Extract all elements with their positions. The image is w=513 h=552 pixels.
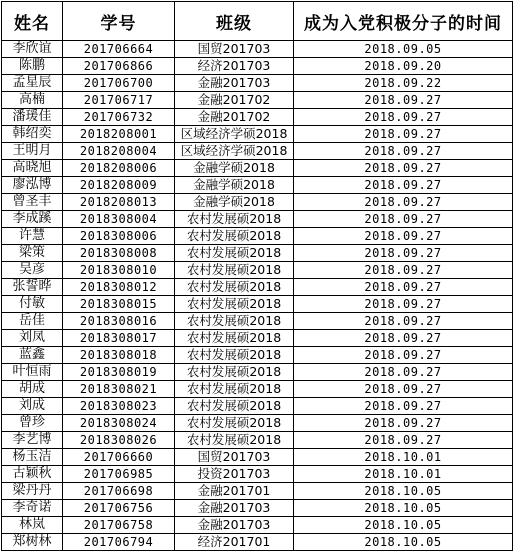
table-row	[2, 245, 513, 262]
name-cell: 许慧	[2, 228, 63, 245]
name-cell: 陈鹏	[2, 58, 63, 75]
class-cell: 农村发展硕2018	[175, 245, 294, 262]
activist-roster-table	[1, 1, 513, 551]
class-cell: 金融201701	[175, 483, 294, 500]
student-id-cell: 201706794	[63, 534, 175, 551]
table-row	[2, 279, 513, 296]
name-cell: 蓝鑫	[2, 347, 63, 364]
class-cell: 农村发展硕2018	[175, 262, 294, 279]
student-id-cell: 2018308016	[63, 313, 175, 330]
activist-date-cell: 2018.09.27	[294, 126, 513, 143]
table-row	[2, 381, 513, 398]
table-row	[2, 262, 513, 279]
activist-date-cell: 2018.09.05	[294, 41, 513, 58]
name-cell: 孟星辰	[2, 75, 63, 92]
class-cell: 金融201703	[175, 75, 294, 92]
class-cell: 金融201702	[175, 92, 294, 109]
student-id-cell: 2018308015	[63, 296, 175, 313]
student-id-cell: 2018208004	[63, 143, 175, 160]
name-cell: 林岚	[2, 517, 63, 534]
class-cell: 农村发展硕2018	[175, 211, 294, 228]
class-cell: 金融201703	[175, 517, 294, 534]
student-id-cell: 201706756	[63, 500, 175, 517]
activist-date-cell: 2018.09.20	[294, 58, 513, 75]
name-cell: 高晓旭	[2, 160, 63, 177]
student-id-cell: 2018208001	[63, 126, 175, 143]
student-id-cell: 2018308012	[63, 279, 175, 296]
table-row	[2, 347, 513, 364]
name-cell: 吴彦	[2, 262, 63, 279]
header-activist-date: 成为入党积极分子的时间	[294, 2, 513, 41]
student-id-cell: 2018308023	[63, 398, 175, 415]
name-cell: 廖泓博	[2, 177, 63, 194]
name-cell: 刘成	[2, 398, 63, 415]
table-row	[2, 534, 513, 551]
student-id-cell: 201706660	[63, 449, 175, 466]
table-row	[2, 160, 513, 177]
table-row	[2, 364, 513, 381]
name-cell: 李成蹊	[2, 211, 63, 228]
table-row	[2, 211, 513, 228]
activist-date-cell: 2018.10.05	[294, 500, 513, 517]
student-id-cell: 201706717	[63, 92, 175, 109]
class-cell: 农村发展硕2018	[175, 347, 294, 364]
class-cell: 农村发展硕2018	[175, 398, 294, 415]
activist-date-cell: 2018.09.27	[294, 330, 513, 347]
name-cell: 李欣谊	[2, 41, 63, 58]
class-cell: 农村发展硕2018	[175, 228, 294, 245]
class-cell: 经济201701	[175, 534, 294, 551]
table-row	[2, 58, 513, 75]
student-id-cell: 2018208006	[63, 160, 175, 177]
class-cell: 农村发展硕2018	[175, 313, 294, 330]
activist-date-cell: 2018.09.27	[294, 296, 513, 313]
student-id-cell: 2018308004	[63, 211, 175, 228]
class-cell: 国贸201703	[175, 449, 294, 466]
student-id-cell: 201706758	[63, 517, 175, 534]
activist-date-cell: 2018.09.27	[294, 415, 513, 432]
activist-date-cell: 2018.10.01	[294, 466, 513, 483]
activist-date-cell: 2018.09.27	[294, 143, 513, 160]
table-row	[2, 500, 513, 517]
activist-date-cell: 2018.09.27	[294, 211, 513, 228]
class-cell: 农村发展硕2018	[175, 296, 294, 313]
student-id-cell: 201706700	[63, 75, 175, 92]
table-row	[2, 517, 513, 534]
class-cell: 金融学硕2018	[175, 177, 294, 194]
activist-date-cell: 2018.09.27	[294, 160, 513, 177]
name-cell: 胡成	[2, 381, 63, 398]
name-cell: 付敏	[2, 296, 63, 313]
table-row	[2, 415, 513, 432]
class-cell: 金融201702	[175, 109, 294, 126]
header-student-id: 学号	[63, 2, 175, 41]
activist-date-cell: 2018.09.27	[294, 177, 513, 194]
name-cell: 梁丹丹	[2, 483, 63, 500]
name-cell: 梁策	[2, 245, 63, 262]
table-row	[2, 41, 513, 58]
name-cell: 杨玉洁	[2, 449, 63, 466]
table-row	[2, 296, 513, 313]
student-id-cell: 201706698	[63, 483, 175, 500]
class-cell: 投资201703	[175, 466, 294, 483]
activist-date-cell: 2018.10.05	[294, 517, 513, 534]
name-cell: 李艺博	[2, 432, 63, 449]
table-row	[2, 483, 513, 500]
table-row	[2, 75, 513, 92]
student-id-cell: 201706985	[63, 466, 175, 483]
student-id-cell: 2018308017	[63, 330, 175, 347]
class-cell: 农村发展硕2018	[175, 279, 294, 296]
table-row	[2, 449, 513, 466]
student-id-cell: 2018308026	[63, 432, 175, 449]
name-cell: 岳佳	[2, 313, 63, 330]
activist-date-cell: 2018.09.27	[294, 381, 513, 398]
activist-date-cell: 2018.09.27	[294, 364, 513, 381]
name-cell: 韩绍奕	[2, 126, 63, 143]
table-row	[2, 313, 513, 330]
student-id-cell: 2018308019	[63, 364, 175, 381]
table-row	[2, 109, 513, 126]
activist-date-cell: 2018.09.27	[294, 92, 513, 109]
activist-date-cell: 2018.09.27	[294, 262, 513, 279]
name-cell: 古颖秋	[2, 466, 63, 483]
activist-date-cell: 2018.09.27	[294, 398, 513, 415]
name-cell: 高楠	[2, 92, 63, 109]
student-id-cell: 2018208009	[63, 177, 175, 194]
table-row	[2, 398, 513, 415]
class-cell: 金融学硕2018	[175, 194, 294, 211]
table-row	[2, 228, 513, 245]
name-cell: 曾圣丰	[2, 194, 63, 211]
class-cell: 区域经济学硕2018	[175, 143, 294, 160]
student-id-cell: 2018308010	[63, 262, 175, 279]
activist-date-cell: 2018.09.27	[294, 432, 513, 449]
table-row	[2, 194, 513, 211]
student-id-cell: 2018308006	[63, 228, 175, 245]
class-cell: 农村发展硕2018	[175, 415, 294, 432]
class-cell: 农村发展硕2018	[175, 364, 294, 381]
table-row	[2, 330, 513, 347]
activist-date-cell: 2018.09.27	[294, 313, 513, 330]
class-cell: 区域经济学硕2018	[175, 126, 294, 143]
name-cell: 叶恒雨	[2, 364, 63, 381]
table-row	[2, 177, 513, 194]
name-cell: 王明月	[2, 143, 63, 160]
class-cell: 金融学硕2018	[175, 160, 294, 177]
class-cell: 国贸201703	[175, 41, 294, 58]
activist-date-cell: 2018.09.27	[294, 245, 513, 262]
name-cell: 李奇诺	[2, 500, 63, 517]
student-id-cell: 2018308024	[63, 415, 175, 432]
activist-date-cell: 2018.09.27	[294, 228, 513, 245]
header-row	[2, 2, 513, 41]
name-cell: 曾珍	[2, 415, 63, 432]
class-cell: 农村发展硕2018	[175, 381, 294, 398]
class-cell: 农村发展硕2018	[175, 330, 294, 347]
table-row	[2, 466, 513, 483]
table-row	[2, 92, 513, 109]
activist-date-cell: 2018.09.27	[294, 194, 513, 211]
header-name: 姓名	[2, 2, 63, 41]
student-id-cell: 2018208013	[63, 194, 175, 211]
table-row	[2, 126, 513, 143]
activist-date-cell: 2018.09.27	[294, 347, 513, 364]
activist-date-cell: 2018.10.05	[294, 534, 513, 551]
activist-date-cell: 2018.09.27	[294, 279, 513, 296]
name-cell: 刘凤	[2, 330, 63, 347]
header-class: 班级	[175, 2, 294, 41]
activist-date-cell: 2018.09.22	[294, 75, 513, 92]
class-cell: 经济201703	[175, 58, 294, 75]
name-cell: 潘瑗佳	[2, 109, 63, 126]
student-id-cell: 201706732	[63, 109, 175, 126]
student-id-cell: 2018308008	[63, 245, 175, 262]
student-id-cell: 201706866	[63, 58, 175, 75]
activist-date-cell: 2018.09.27	[294, 109, 513, 126]
name-cell: 郑树林	[2, 534, 63, 551]
activist-date-cell: 2018.10.01	[294, 449, 513, 466]
table-body	[2, 41, 513, 551]
class-cell: 农村发展硕2018	[175, 432, 294, 449]
table-row	[2, 143, 513, 160]
student-id-cell: 2018308018	[63, 347, 175, 364]
table-row	[2, 432, 513, 449]
name-cell: 张誓晔	[2, 279, 63, 296]
student-id-cell: 201706664	[63, 41, 175, 58]
student-id-cell: 2018308021	[63, 381, 175, 398]
activist-date-cell: 2018.10.05	[294, 483, 513, 500]
class-cell: 金融201703	[175, 500, 294, 517]
